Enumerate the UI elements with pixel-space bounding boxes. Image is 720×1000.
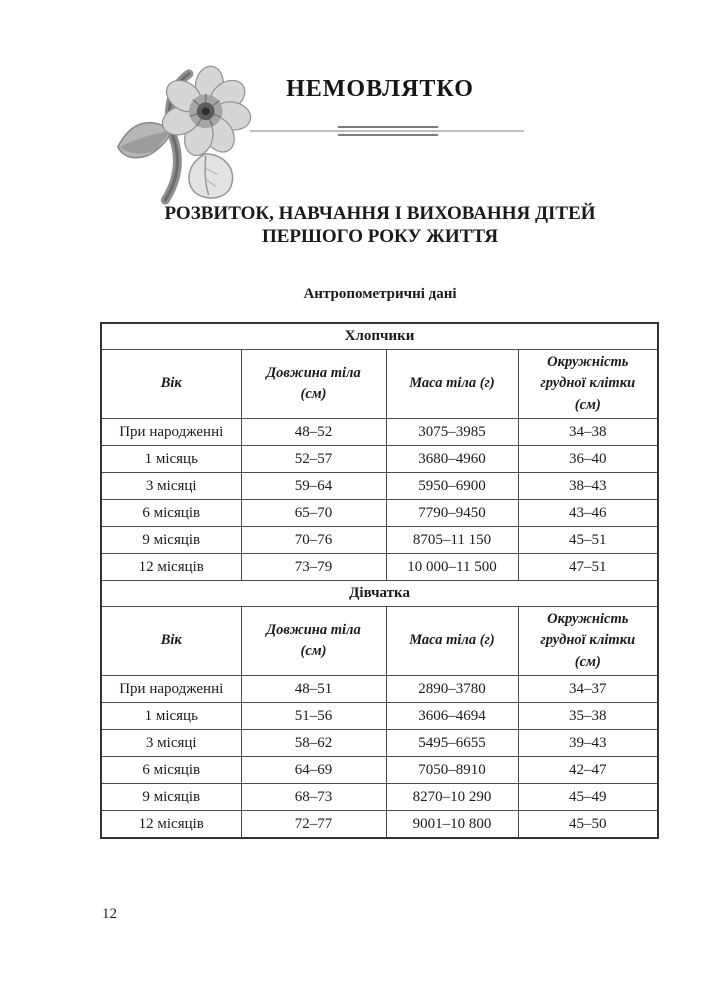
table-cell: 72–77 bbox=[241, 811, 386, 839]
divider-short-line-top bbox=[338, 126, 438, 128]
table-cell: 8270–10 290 bbox=[386, 784, 518, 811]
column-header-chest: Окружність грудної клітки (см) bbox=[518, 607, 658, 676]
table-cell: 47–51 bbox=[518, 554, 658, 581]
table-cell: 52–57 bbox=[241, 446, 386, 473]
table-cell: 45–49 bbox=[518, 784, 658, 811]
table-cell: 9 місяців bbox=[101, 784, 241, 811]
chapter-title: НЕМОВЛЯТКО bbox=[286, 76, 474, 102]
table-row bbox=[101, 676, 658, 703]
table-cell: 9 місяців bbox=[101, 527, 241, 554]
table-row bbox=[101, 554, 658, 581]
table-row bbox=[101, 500, 658, 527]
column-header-length: Довжина тіла (см) bbox=[241, 607, 386, 676]
section-heading-line1: РОЗВИТОК, НАВЧАННЯ І ВИХОВАННЯ ДІТЕЙ bbox=[164, 203, 596, 224]
table-row bbox=[101, 730, 658, 757]
table-cell: При народженні bbox=[101, 419, 241, 446]
table-cell: 3 місяці bbox=[101, 473, 241, 500]
table-cell: При народженні bbox=[101, 676, 241, 703]
table-cell: 70–76 bbox=[241, 527, 386, 554]
table-cell: 48–51 bbox=[241, 676, 386, 703]
table-cell: 1 місяць bbox=[101, 446, 241, 473]
table-section-row-girls bbox=[101, 581, 658, 607]
table-cell: 48–52 bbox=[241, 419, 386, 446]
column-header-mass: Маса тіла (г) bbox=[386, 350, 518, 419]
table-cell: 12 місяців bbox=[101, 811, 241, 839]
table-cell: 1 місяць bbox=[101, 703, 241, 730]
table-cell: 45–50 bbox=[518, 811, 658, 839]
table-cell: 9001–10 800 bbox=[386, 811, 518, 839]
table-cell: 35–38 bbox=[518, 703, 658, 730]
table-cell: 51–56 bbox=[241, 703, 386, 730]
table-row bbox=[101, 784, 658, 811]
table-cell: 6 місяців bbox=[101, 757, 241, 784]
table-cell: 68–73 bbox=[241, 784, 386, 811]
table-row bbox=[101, 473, 658, 500]
column-header-age: Вік bbox=[101, 350, 241, 419]
column-header-mass: Маса тіла (г) bbox=[386, 607, 518, 676]
table-row bbox=[101, 757, 658, 784]
table-cell: 42–47 bbox=[518, 757, 658, 784]
page-number: 12 bbox=[102, 906, 117, 922]
table-cell: 64–69 bbox=[241, 757, 386, 784]
table-cell: 45–51 bbox=[518, 527, 658, 554]
column-header-age: Вік bbox=[101, 607, 241, 676]
table-cell: 7050–8910 bbox=[386, 757, 518, 784]
table-row bbox=[101, 419, 658, 446]
table-row bbox=[101, 527, 658, 554]
table-row bbox=[101, 811, 658, 839]
table-cell: 3075–3985 bbox=[386, 419, 518, 446]
table-cell: 8705–11 150 bbox=[386, 527, 518, 554]
column-header-length: Довжина тіла (см) bbox=[241, 350, 386, 419]
table-cell: 73–79 bbox=[241, 554, 386, 581]
table-cell: 5950–6900 bbox=[386, 473, 518, 500]
table-section-title-girls: Дівчатка bbox=[101, 581, 658, 607]
column-header-chest: Окружність грудної клітки (см) bbox=[518, 350, 658, 419]
table-cell: 3 місяці bbox=[101, 730, 241, 757]
section-heading-line2: ПЕРШОГО РОКУ ЖИТТЯ bbox=[261, 226, 499, 247]
table-cell: 3606–4694 bbox=[386, 703, 518, 730]
table-cell: 43–46 bbox=[518, 500, 658, 527]
table-cell: 39–43 bbox=[518, 730, 658, 757]
table-row bbox=[101, 446, 658, 473]
table-cell: 58–62 bbox=[241, 730, 386, 757]
table-cell: 6 місяців bbox=[101, 500, 241, 527]
table-cell: 12 місяців bbox=[101, 554, 241, 581]
table-header-row-boys bbox=[101, 350, 658, 419]
table-cell: 34–38 bbox=[518, 419, 658, 446]
table-cell: 10 000–11 500 bbox=[386, 554, 518, 581]
anthropometric-table bbox=[100, 322, 659, 839]
divider-short-line-bottom bbox=[338, 134, 438, 136]
section-heading bbox=[80, 202, 680, 248]
table-cell: 59–64 bbox=[241, 473, 386, 500]
table-header-row-girls bbox=[101, 607, 658, 676]
table-cell: 65–70 bbox=[241, 500, 386, 527]
divider-long-line bbox=[250, 130, 524, 132]
table-cell: 5495–6655 bbox=[386, 730, 518, 757]
table-cell: 36–40 bbox=[518, 446, 658, 473]
table-section-row-boys bbox=[101, 323, 658, 350]
table-row bbox=[101, 703, 658, 730]
table-cell: 34–37 bbox=[518, 676, 658, 703]
table-cell: 3680–4960 bbox=[386, 446, 518, 473]
table-cell: 38–43 bbox=[518, 473, 658, 500]
table-cell: 7790–9450 bbox=[386, 500, 518, 527]
table-caption: Антропометричні дані bbox=[303, 286, 457, 302]
table-cell: 2890–3780 bbox=[386, 676, 518, 703]
table-section-title-boys: Хлопчики bbox=[101, 323, 658, 350]
